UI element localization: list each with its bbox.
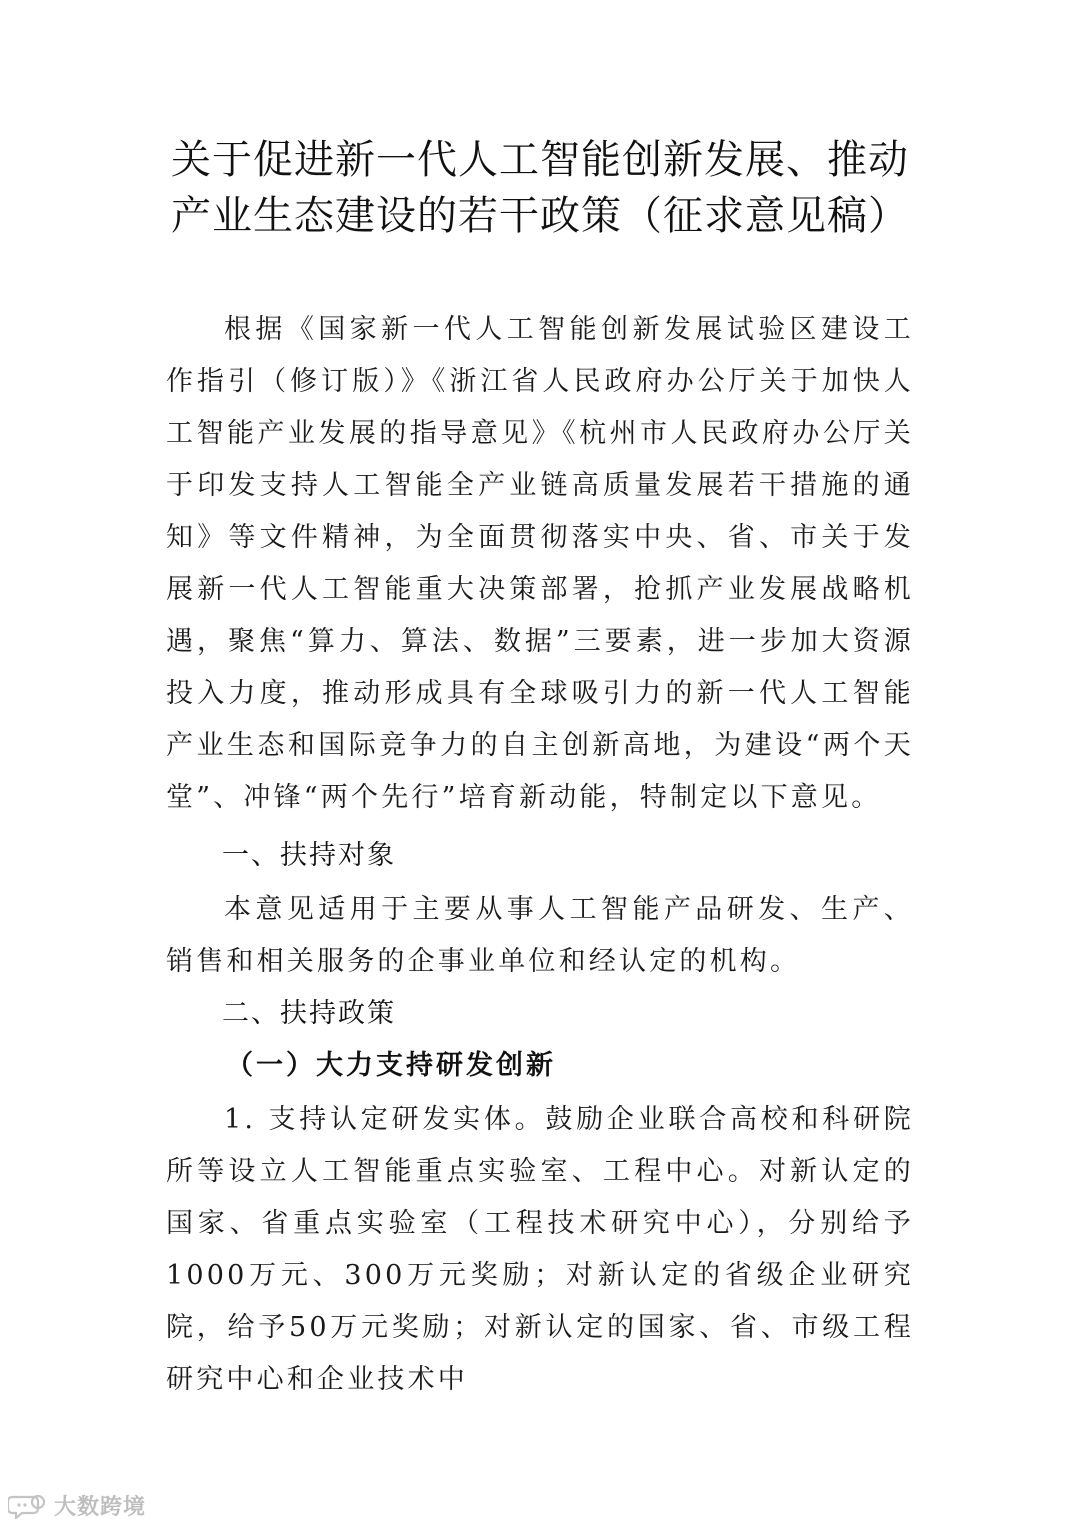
section-2-heading: 二、扶持政策 — [222, 998, 396, 1029]
intro-paragraph: 根据《国家新一代人工智能创新发展试验区建设工作指引（修订版）》《浙江省人民政府办公厅关于加快人工智能产业发展的指导意见》《杭州市人民政府办公厅关于印发支持人工智能全产业链高质量发展若干措施的通知》等文件精神，为全面贯彻落实中央、省、市关于发展新一代人工智能重大决策部署，抢抓产业发展战略机遇，聚焦“算力、算法、数据”三要素，进一步加大资源投入力度，推动形成具有全球吸引力的新一代人工智能产业生态和国际竞争力的自主创新高地，为建设“两个天堂”、冲锋“两个先行”培育新动能，特制定以下意见。 — [166, 314, 914, 813]
section-1-paragraph: 本意见适用于主要从事人工智能产品研发、生产、销售和相关服务的企事业单位和经认定的机构。 — [166, 894, 914, 977]
subsection-1-heading: （一）大力支持研发创新 — [226, 1050, 556, 1081]
section-1-heading: 一、扶持对象 — [222, 840, 396, 871]
item-1-paragraph: 1. 支持认定研发实体。鼓励企业联合高校和科研院所等设立人工智能重点实验室、工程中心。对新认定的国家、省重点实验室（工程技术研究中心），分别给予1000万元、300万元奖励；对新认定的省级企业研究院，给予50万元奖励；对新认定的国家、省、市级工程研究中心和企业技术中 — [166, 1104, 914, 1395]
watermark — [8, 1490, 146, 1521]
document-title-line-2: 产业生态建设的若干政策（征求意见稿） — [171, 193, 909, 239]
watermark-text: 大数跨境 — [54, 1495, 147, 1520]
document-title-line-1: 关于促进新一代人工智能创新发展、推动 — [171, 137, 909, 183]
speech-bubble-logo-icon — [8, 1493, 48, 1519]
